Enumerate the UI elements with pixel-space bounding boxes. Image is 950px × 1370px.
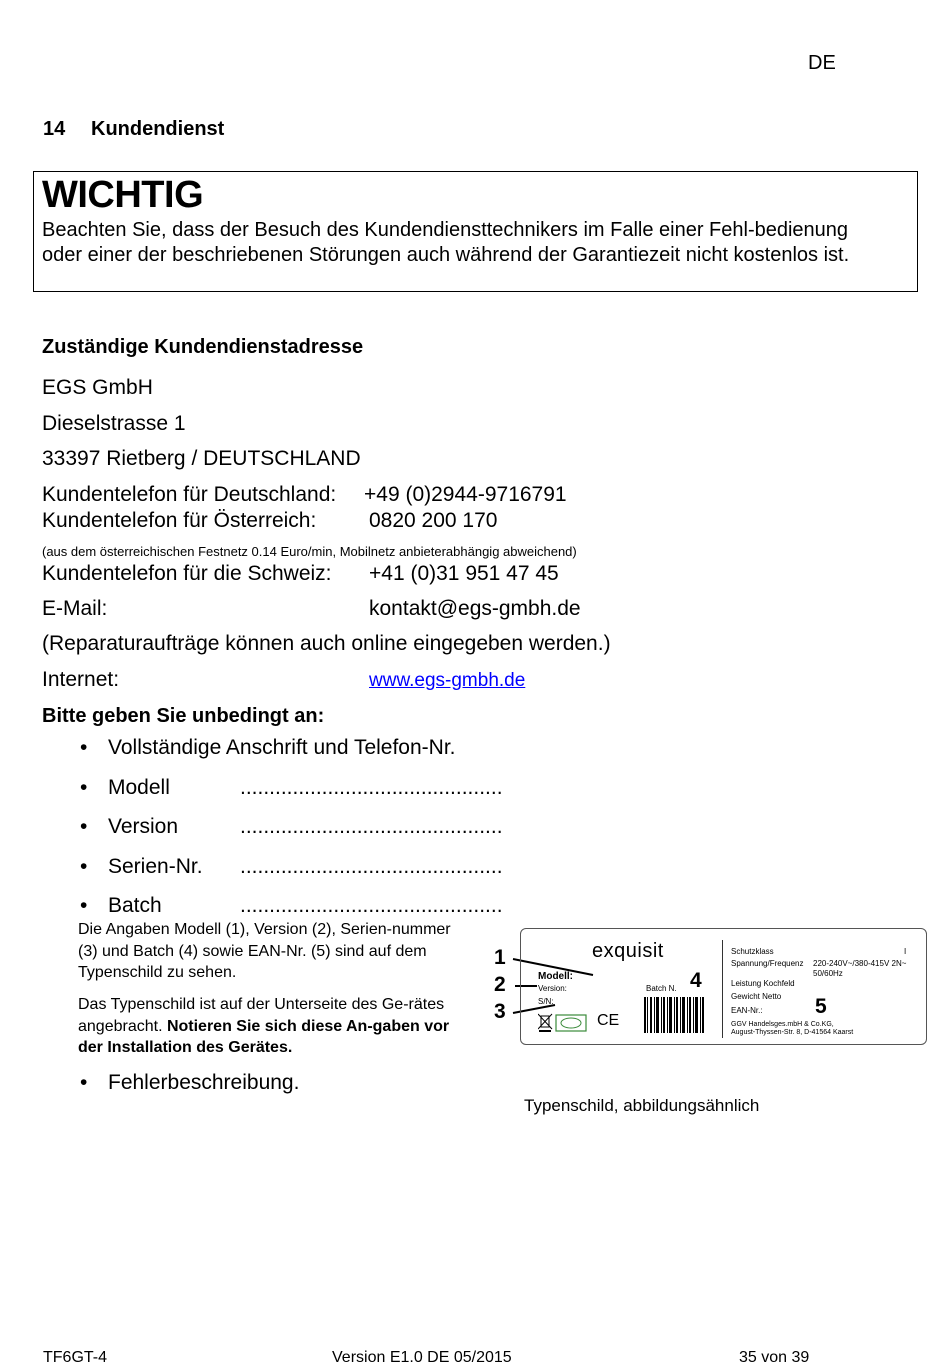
- bullet-icon: •: [80, 855, 88, 878]
- item-model: Modell: [108, 776, 170, 799]
- plate-ean: EAN-Nr.:: [731, 1006, 763, 1015]
- wheelie-bin-icon: [538, 1014, 552, 1031]
- phone-at-label: Kundentelefon für Österreich:: [42, 509, 317, 532]
- plate-model: Modell:: [538, 971, 573, 982]
- plate-maker-1: GGV Handelsges.mbH & Co.KG,: [731, 1021, 834, 1028]
- footer-page: 35 von 39: [739, 1349, 810, 1366]
- internet-label: Internet:: [42, 668, 120, 691]
- required-heading: Bitte geben Sie unbedingt an:: [42, 705, 325, 727]
- city: 33397 Rietberg / DEUTSCHLAND: [42, 447, 361, 470]
- footer-model: TF6GT-4: [43, 1349, 108, 1366]
- repair-note: (Reparaturaufträge können auch online eingegeben werden.): [42, 632, 611, 655]
- callout-4: 4: [690, 969, 702, 992]
- plate-divider: [722, 940, 723, 1038]
- ce-mark: CE: [597, 1012, 620, 1029]
- bullet-icon: •: [80, 776, 88, 799]
- version-dots: .............................................: [240, 815, 503, 838]
- callout-5: 5: [815, 995, 827, 1018]
- email[interactable]: kontakt@egs-gmbh.de: [369, 597, 581, 620]
- bullet-icon: •: [80, 815, 88, 838]
- phone-ch: +41 (0)31 951 47 45: [369, 562, 559, 585]
- section-title: Kundendienst: [91, 118, 225, 140]
- plate-serial: S/N:: [538, 997, 554, 1006]
- model-dots: .............................................: [240, 776, 503, 799]
- notice-text: Beachten Sie, dass der Besuch des Kundendiensttechnikers im Falle einer Fehl-bedienung oder einer der beschriebenen Störungen auch während der Garantiezeit nicht kostenlos ist.: [42, 219, 850, 266]
- bullet-icon: •: [80, 736, 88, 759]
- info-paragraph-2-text: Das Typenschild ist auf der Unterseite des Ge-rätes angebracht.: [78, 996, 445, 1035]
- phone-ch-label: Kundentelefon für die Schweiz:: [42, 562, 332, 585]
- plate-gewicht: Gewicht Netto: [731, 992, 782, 1001]
- phone-de-label: Kundentelefon für Deutschland:: [42, 483, 337, 506]
- plate-spannung-value: 220-240V~/380-415V 2N~ 50/60Hz: [813, 959, 907, 978]
- internet-link[interactable]: www.egs-gmbh.de: [369, 670, 526, 691]
- plate-maker-2: August-Thyssen-Str. 8, D-41564 Kaarst: [731, 1029, 854, 1036]
- phone-at: 0820 200 170: [369, 509, 498, 532]
- item-version: Version: [108, 815, 179, 838]
- address-heading: Zuständige Kundendienstadresse: [42, 336, 364, 358]
- plate-batch: Batch N.: [646, 984, 677, 993]
- plate-schutzklass-value: I: [904, 947, 907, 956]
- barcode-icon: [644, 997, 706, 1033]
- plate-schutzklass: Schutzklass: [731, 947, 774, 956]
- bullet-icon: •: [80, 1071, 88, 1094]
- brand-logo: exquisit: [592, 940, 664, 962]
- callout-3: 3: [494, 1000, 506, 1023]
- plate-leistung: Leistung Kochfeld: [731, 979, 795, 988]
- street: Dieselstrasse 1: [42, 412, 186, 435]
- callout-1: 1: [494, 946, 506, 969]
- footer-version: Version E1.0 DE 05/2015: [332, 1349, 512, 1366]
- notice-title: WICHTIG: [42, 174, 204, 216]
- bullet-icon: •: [80, 894, 88, 917]
- item-serial: Serien-Nr.: [108, 855, 203, 878]
- email-label: E-Mail:: [42, 597, 108, 620]
- plate-caption: Typenschild, abbildungsähnlich: [524, 1096, 760, 1115]
- language-code: DE: [808, 52, 836, 74]
- plate-spannung: Spannung/Frequenz: [731, 959, 804, 968]
- serial-dots: .............................................: [240, 855, 503, 878]
- item-batch: Batch: [108, 894, 162, 917]
- batch-dots: .............................................: [240, 894, 503, 917]
- company-name: EGS GmbH: [42, 376, 153, 399]
- item-error: Fehlerbeschreibung.: [108, 1071, 300, 1094]
- callout-2: 2: [494, 973, 506, 996]
- phone-de: +49 (0)2944-9716791: [364, 483, 567, 506]
- info-paragraph-1: Die Angaben Modell (1), Version (2), Serien-nummer (3) und Batch (4) sowie EAN-Nr. (5) sind auf dem Typenschild zu sehen.: [78, 921, 451, 981]
- item-address: Vollständige Anschrift und Telefon-Nr.: [108, 736, 456, 759]
- section-number: 14: [43, 118, 66, 140]
- info-paragraph-2-bold: Notieren Sie sich diese An-gaben vor der Installation des Gerätes.: [78, 1017, 450, 1056]
- section-heading: [43, 118, 224, 141]
- info-paragraph-2: [78, 994, 473, 1059]
- phone-at-note: (aus dem österreichischen Festnetz 0.14 Euro/min, Mobilnetz anbieterabhängig abweichend): [42, 544, 577, 559]
- plate-version: Version:: [538, 984, 567, 993]
